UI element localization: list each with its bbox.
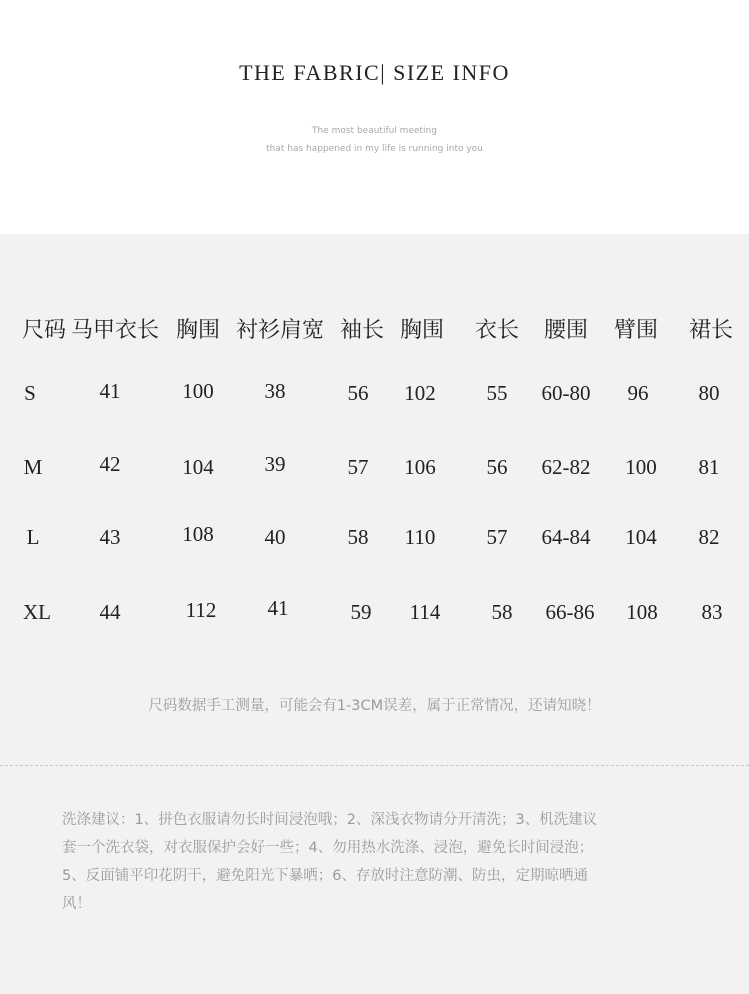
- column-header: 胸围: [175, 318, 221, 343]
- table-cell: 108: [182, 522, 214, 546]
- wash-instructions: [62, 806, 692, 918]
- wash-line: 风！: [62, 896, 91, 912]
- table-cell: 39: [264, 452, 286, 476]
- table-cell: 38: [264, 379, 286, 403]
- table-cell: 56: [347, 381, 369, 405]
- table-cell: 112: [185, 598, 217, 622]
- table-cell: 82: [698, 525, 720, 549]
- column-header: 马甲衣长: [70, 318, 160, 343]
- page-title: THE FABRIC| SIZE INFO: [239, 60, 510, 85]
- size-label: M: [23, 455, 43, 479]
- column-header: 衬衫肩宽: [235, 318, 325, 343]
- header-section: [0, 0, 749, 234]
- dashed-divider: [0, 765, 749, 766]
- column-header: 尺码: [21, 318, 67, 343]
- size-label: S: [24, 381, 36, 405]
- column-header: 胸围: [399, 318, 445, 343]
- table-cell: 83: [701, 600, 723, 624]
- table-cell: 110: [404, 525, 436, 549]
- table-cell: 43: [99, 525, 121, 549]
- column-header: 衣长: [474, 318, 520, 343]
- table-cell: 58: [491, 600, 513, 624]
- table-cell: 96: [627, 381, 649, 405]
- table-cell: 66-86: [545, 600, 595, 624]
- table-cell: 56: [486, 455, 508, 479]
- table-cell: 55: [486, 381, 508, 405]
- table-cell: 41: [99, 379, 121, 403]
- table-cell: 64-84: [541, 525, 591, 549]
- table-cell: 114: [409, 600, 441, 624]
- table-cell: 42: [99, 452, 121, 476]
- wash-line: 5、反面铺平印花阴干，避免阳光下暴晒；6、存放时注意防潮、防虫，定期晾晒通: [62, 868, 588, 884]
- table-cell: 57: [486, 525, 508, 549]
- subtitle-line-1: The most beautiful meeting: [312, 126, 437, 136]
- wash-line: 套一个洗衣袋，对衣服保护会好一些；4、勿用热水洗涤、浸泡，避免长时间浸泡；: [62, 840, 594, 856]
- table-cell: 60-80: [541, 381, 591, 405]
- table-cell: 108: [626, 600, 658, 624]
- size-label: L: [26, 525, 40, 549]
- table-cell: 62-82: [541, 455, 591, 479]
- table-cell: 100: [182, 379, 214, 403]
- subtitle-line-2: that has happened in my life is running into you: [266, 144, 483, 154]
- table-cell: 102: [404, 381, 436, 405]
- measurement-note: 尺码数据手工测量，可能会有1-3CM误差，属于正常情况，还请知晓！: [148, 698, 601, 714]
- column-header: 腰围: [543, 318, 589, 343]
- column-header: 袖长: [339, 318, 385, 343]
- table-cell: 106: [404, 455, 436, 479]
- size-info-panel: [0, 234, 749, 994]
- table-cell: 41: [267, 596, 289, 620]
- table-cell: 80: [698, 381, 720, 405]
- column-header: 臂围: [613, 318, 659, 343]
- table-cell: 81: [698, 455, 720, 479]
- table-cell: 58: [347, 525, 369, 549]
- table-cell: 59: [350, 600, 372, 624]
- table-cell: 44: [99, 600, 121, 624]
- table-cell: 57: [347, 455, 369, 479]
- column-header: 裙长: [688, 318, 734, 343]
- table-cell: 100: [625, 455, 657, 479]
- table-cell: 104: [182, 455, 214, 479]
- table-cell: 104: [625, 525, 657, 549]
- wash-line: 洗涤建议：1、拼色衣服请勿长时间浸泡哦；2、深浅衣物请分开清洗；3、机洗建议: [62, 812, 598, 828]
- size-label: XL: [23, 600, 51, 624]
- table-cell: 40: [264, 525, 286, 549]
